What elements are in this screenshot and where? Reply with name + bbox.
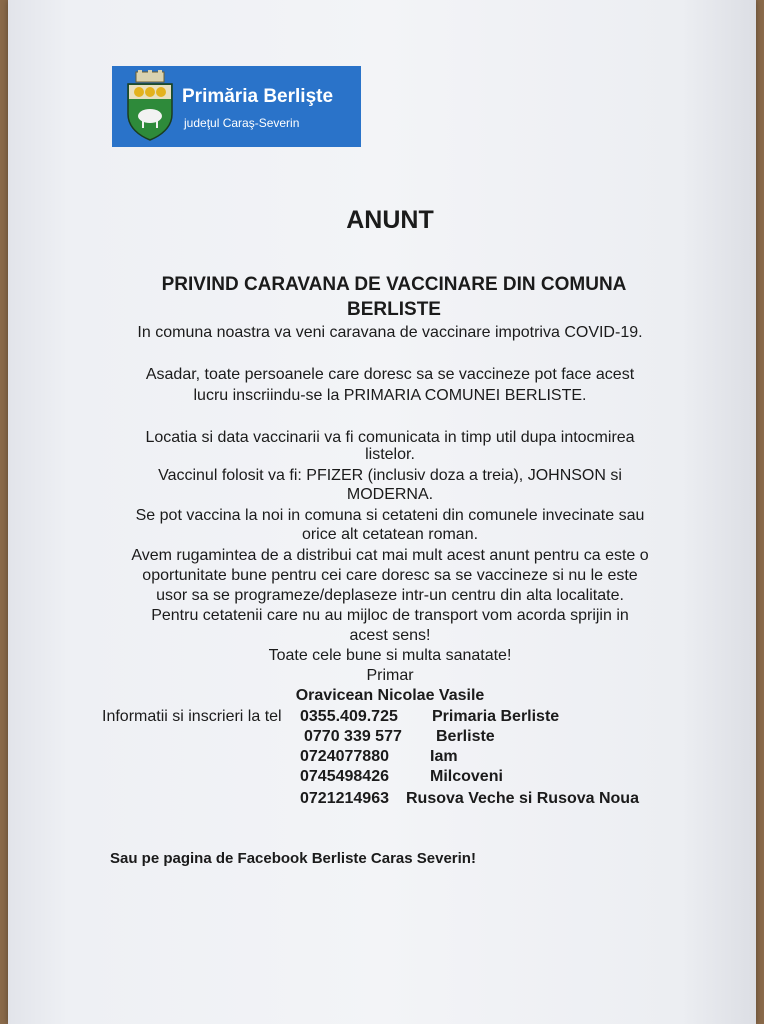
contact-place: Iam <box>430 748 458 765</box>
contact-phone: 0355.409.725 <box>300 708 398 725</box>
body-line: oportunitate bune pentru cei care doresc sa se vaccineze si nu le este <box>142 567 638 584</box>
contacts-intro: Informatii si inscrieri la tel <box>102 708 282 725</box>
body-line-primar: Primar <box>366 667 414 684</box>
body-line: lucru inscriindu-se la PRIMARIA COMUNEI BERLISTE. <box>193 387 587 404</box>
body-line: acest sens! <box>349 627 431 644</box>
contact-place: Rusova Veche si Rusova Noua <box>406 790 639 807</box>
subtitle-line-1: PRIVIND CARAVANA DE VACCINARE DIN COMUNA <box>161 274 627 295</box>
paper-sheet <box>8 0 756 1024</box>
primaria-logo <box>112 66 361 147</box>
contact-phone: 0721214963 <box>300 790 389 807</box>
body-line: Toate cele bune si multa sanatate! <box>268 647 512 664</box>
contact-phone: 0745498426 <box>300 768 389 785</box>
subtitle-line-2: BERLISTE <box>347 299 441 320</box>
contact-place: Primaria Berliste <box>432 708 560 725</box>
contact-phone: 0770 339 577 <box>304 728 402 745</box>
body-line: Asadar, toate persoanele care doresc sa se vaccineze pot face acest <box>145 366 635 383</box>
body-line: Vaccinul folosit va fi: PFIZER (inclusiv doza a treia), JOHNSON si <box>158 467 622 484</box>
contact-phone: 0724077880 <box>300 748 389 765</box>
body-line: Se pot vaccina la noi in comuna si cetateni din comunele invecinate sau <box>135 507 645 524</box>
body-line: orice alt cetatean roman. <box>301 526 479 543</box>
body-line: usor sa se programeze/deplaseze intr-un centru din alta localitate. <box>156 587 624 604</box>
body-line: Avem rugamintea de a distribui cat mai mult acest anunt pentru ca este o <box>131 547 649 564</box>
facebook-note: Sau pe pagina de Facebook Berliste Caras Severin! <box>110 850 476 867</box>
coat-of-arms-icon <box>122 70 178 142</box>
body-line: In comuna noastra va veni caravana de vaccinare impotriva COVID-19. <box>137 324 643 341</box>
body-line: listelor. <box>365 446 415 463</box>
announcement-title: ANUNT <box>346 206 434 234</box>
contact-place: Milcoveni <box>430 768 503 785</box>
announcement-subtitle <box>104 272 684 322</box>
logo-title: Primăria Berlişte <box>182 86 334 107</box>
body-line: Locatia si data vaccinarii va fi comunicata in timp util dupa intocmirea <box>145 429 635 446</box>
mayor-name: Oravicean Nicolae Vasile <box>295 687 485 704</box>
body-line: MODERNA. <box>346 486 434 503</box>
contact-place: Berliste <box>436 728 495 745</box>
body-line: Pentru cetatenii care nu au mijloc de transport vom acorda sprijin in <box>151 607 629 624</box>
logo-subtitle: judeţul Caraş-Severin <box>184 116 300 130</box>
